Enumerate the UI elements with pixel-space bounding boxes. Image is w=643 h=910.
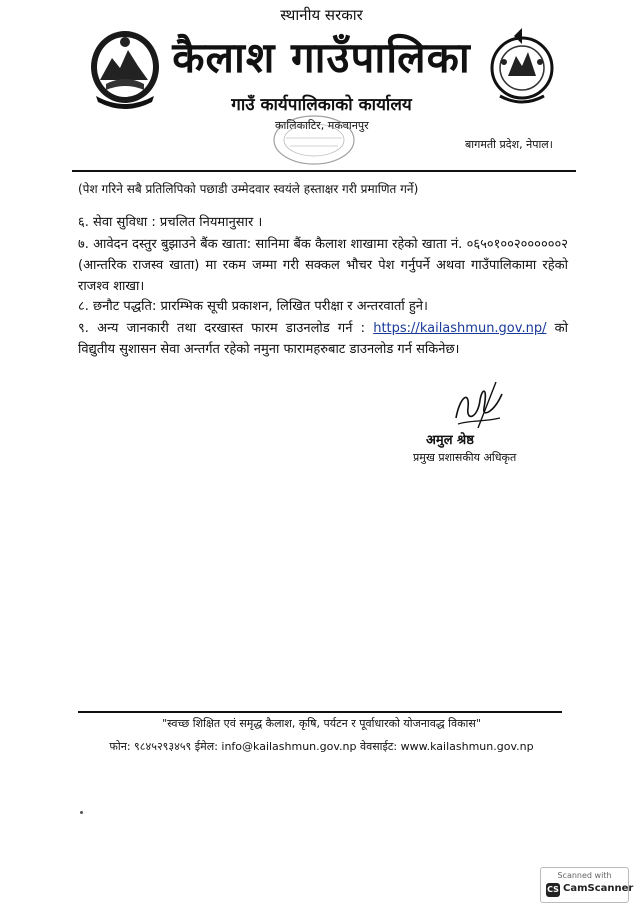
item-application-fee: ७. आवेदन दस्तुर बुझाउने बैंक खाता: सानिमा बैंक कैलाश शाखामा रहेको खाता नं. ०६५०१००२००००००२ (आन्तरिक राजस्व खाता) मा रकम जम्मा गरी सक्कल भौचर पेश गर्नुपर्ने अथवा गाउँपालिकामा रहेको राजश्व शाखा।: [78, 237, 568, 294]
camscanner-watermark: [540, 867, 634, 903]
website-link[interactable]: https://kailashmun.gov.np/: [373, 321, 547, 336]
item-other-info: [78, 318, 568, 360]
header-divider: [72, 170, 576, 172]
municipality-name: कैलाश गाउँपालिका: [172, 33, 471, 82]
signatory-title: प्रमुख प्रशासकीय अधिकृत: [413, 451, 517, 464]
footer-contact: फोन: ९८४५२९३४५९ ईमेल: info@kailashmun.gov.np वेवसाईट: www.kailashmun.gov.np: [109, 740, 534, 753]
scanned-with-label: Scanned with: [557, 871, 612, 880]
item-service-facility: ६. सेवा सुविधा : प्रचलित नियमानुसार ।: [78, 215, 263, 230]
scan-speck: [80, 811, 83, 814]
office-stamp-icon: [268, 112, 360, 168]
footer-slogan: "स्वच्छ शिक्षित एवं समृद्ध कैलाश, कृषि, पर्यटन र पूर्वाधारको योजनावद्ध विकास": [162, 717, 481, 730]
item-other-info-text: ९. अन्य जानकारी तथा दरखास्त फारम डाउनलोड गर्न :: [78, 321, 374, 336]
province-label: बागमती प्रदेश, नेपाल।: [465, 138, 553, 151]
camscanner-logo-icon: CS: [546, 883, 560, 897]
certification-note: (पेश गरिने सबै प्रतिलिपिको पछाडी उम्मेदवार स्वयंले हस्ताक्षर गरी प्रमाणित गर्ने): [78, 182, 419, 196]
camscanner-name: CamScanner: [563, 883, 634, 894]
signature-icon: [448, 378, 508, 434]
government-label: स्थानीय सरकार: [280, 6, 363, 24]
office-name: गाउँ कार्यपालिकाको कार्यालय: [231, 95, 412, 115]
item-other-info-text-end: को विद्युतीय सुशासन सेवा अन्तर्गत रहेको नमुना फारामहरुबाट डाउनलोड गर्न सकिनेछ।: [78, 321, 569, 357]
signatory-name: अमुल श्रेष्ठ: [426, 433, 474, 448]
office-address: कालिकाटिर, मकवानपुर: [275, 119, 369, 132]
footer-divider: [78, 711, 562, 713]
item-selection-method: ८. छनौट पद्धति: प्रारम्भिक सूची प्रकाशन, लिखित परीक्षा र अन्तरवार्ता हुने।: [78, 299, 428, 314]
